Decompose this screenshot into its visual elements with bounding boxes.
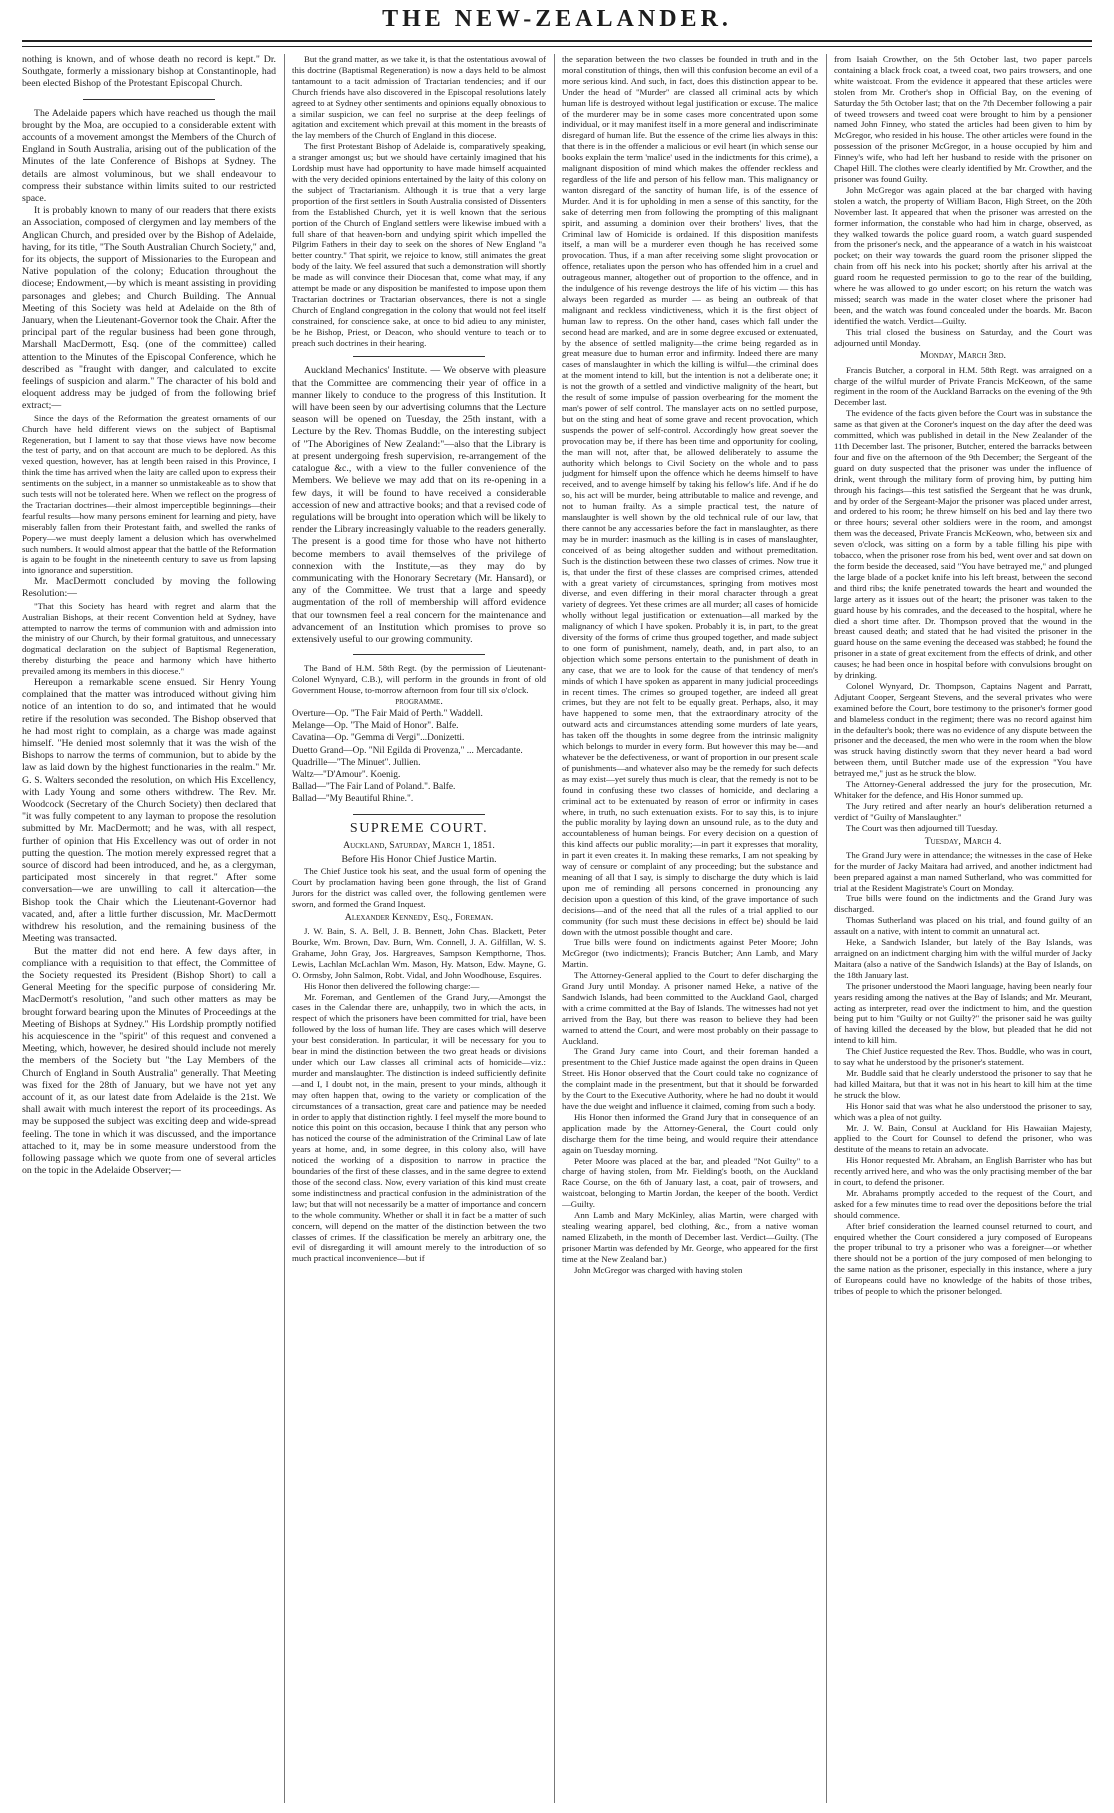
paragraph: Mr. MacDermott concluded by moving the following Resolution:— <box>22 576 276 600</box>
paragraph: John McGregor was again placed at the bar charged with having stolen a watch, the property of William Bacon, High Street, on the 20th November last. It appeared that when the prisoner was arrested on the former information, the constable who had him in charge, observed, as they walked towards the police guard room, a watch guard suspended from the prisoner's neck, and the appearance of a watch in his waistcoat pocket; on their way towards the guard room the prisoner slipped the chain from off his neck into his pocket; shortly after his arrival at the guard room he requested permission to go to the rear of the building, where he was allowed to go under escort; on his return the watch was missed; search was made in the water closet where the prisoner had been, and the watch was found concealed under the boards. Mr. Bacon identified the watch. Verdict—Guilty. <box>834 184 1092 326</box>
separator <box>353 654 485 655</box>
observer-quote: The first Protestant Bishop of Adelaide is, comparatively speaking, a stranger amongst us; but we should have certainly imagined that his Lordship must have had opportunity to have made himself acquainted with the very decided opinions entertained by the laity of this colony on the subject of Tractarianism. Although it is true that a very large proportion of the first settlers in South Australia consisted of Dissenters from the Established Church, yet it is well known that the serious portion of the Church of England settlers were likewise imbued with a full share of that heaven-born and undying spirit which impelled the Pilgrim Fathers in their day to seek on the shores of New England "a better country." That spirit, we rejoice to know, still animates the great body of the laity. We feel assured that such a demonstration will shortly be made as will convince their Diocesan that, come what may, if any attempt be made or any disposition be manifested to impose upon them Tractarian doctrines or Tractarian observances, there is not a single Church of England congregation in the colony that would not feel itself constrained, for conscience sake, at once to bid adieu to any minister, be he Bishop, Priest, or Deacon, who should venture to teach or to preach such doctrines in their hearing. <box>292 141 546 348</box>
programme-item: Waltz—"D'Amour". Koenig. <box>292 770 401 781</box>
paragraph: True bills were found on the indictments and the Grand Jury was discharged. <box>834 893 1092 915</box>
paragraph: The Court was then adjourned till Tuesday. <box>846 822 998 833</box>
column-divider <box>826 54 827 1803</box>
masthead-rule-top <box>22 40 1092 42</box>
paragraph: His Honor said that was what he also understood the prisoner to say, which was a plea of not guilty. <box>834 1100 1092 1122</box>
paragraph: Mr. J. W. Bain, Consul at Auckland for His Hawaiian Majesty, applied to the Court for Counsel to defend the prisoner, who was destitute of the means to retain an advocate. <box>834 1122 1092 1155</box>
separator <box>353 356 485 357</box>
paragraph: Hereupon a remarkable scene ensued. Sir Henry Young complained that the matter was introduced without giving him notice of an intention to do so, and intimated that he would retire if the resolution was seconded. The Bishop observed that he had most right to complain, as a charge was made against himself. "He denied most solemnly that it was the wish of the Bishops to narrow the terms of communion, but to abide by the law as laid down by the highest functionaries in the realm." Mr. G. S. Walters seconded the resolution, on which His Excellency, with Lady Young and some others withdrew. The Rev. Mr. Woodcock (Secretary of the Church Society) then declared that "it was fully competent to any layman to propose the resolution submitted by Mr. MacDermott; and he was, with all respect, further of opinion that His Excellency was out of order in not putting the question. The motion merely expressed regret that a source of discord had been introduced, and he, as a clergyman, participated most sincerely in that regret." After some conversation—we are unwilling to call it altercation—the Bishop took the Chair which the Lieutenant-Governor had vacated, and, after a little further discussion, Mr. MacDermott withdrew his resolution, and the remaining business of the Meeting was transacted. <box>22 677 276 945</box>
resolution-quote: "That this Society has heard with regret and alarm that the Australian Bishops, at their recent Convention held at Sydney, have attempted to narrow the terms of communion with and admission into the ministry of our Church, by their formal gratuitous, and unnecessary dogmatical declaration on the subject of Baptismal Regeneration, thereby disturbing the peace and harmony which have hitherto prevailed among its members in this diocese." <box>22 600 276 677</box>
programme-item: Melange—Op. "The Maid of Honor". Balfe. <box>292 721 459 732</box>
paragraph: Peter Moore was placed at the bar, and pleaded "Not Guilty" to a charge of having stolen, from Mr. Fielding's booth, on the Auckland Race Course, on the 6th of January last, a coat, pair of trowsers, and waistcoat, belonging to Martin Jordan, the keeper of the booth. Verdict—Guilty. <box>562 1155 818 1210</box>
jurors-list: J. W. Bain, S. A. Bell, J. B. Bennett, John Chas. Blackett, Peter Bourke, Wm. Brown, Dav. Burn, Wm. Connell, J. A. Gilfillan, W. S. Grahame, John Gray, Jos. Hargreaves, Sampson Kempthorne, Thos. Lewis, Lachlan McLachlan Wm. Mason, Hy. Matson, Edw. Mayne, G. O. Ormsby, John Salmon, Robt. Vidal, and John Woodhouse, Esquires. <box>292 926 546 980</box>
paragraph: from Isaiah Crowther, on the 5th October last, two paper parcels containing a black frock coat, a tweed coat, two pairs trowsers, and one white waistcoat. From the evidence it appeared that these articles were stolen from Mr. Crother's shop in Official Bay, on the evening of Saturday the 5th October last; that on the 7th December following a pair of tweed trowsers and tweed coat were brought to him by a pensioner named John Finney, who stated the articles had been given to him by McGregor, who resided in his house. The other articles were found in the possession of the prisoner McGregor, in a house occupied by him and Finney's wife, who had left her husband to reside with the prisoner on Chapel Hill. The clothes were clearly identified by Mr. Crowther, and the prisoner was found Guilty. <box>834 54 1092 184</box>
paragraph: But the matter did not end here. A few days after, in compliance with a requisition to that effect, the Committee of the Society requested its President (Bishop Short) to call a General Meeting for the specific purpose of considering Mr. MacDermott's resolution, "and such other matters as may be brought forward bearing upon the Minutes of Proceedings at the Meeting of Bishops at Sydney." His Lordship promptly notified his acquiescence in the "spirit" of this request and convened a Meeting, which, however, he desired should include not merely the members of the Society but "the Lay Members of the Church of England in South Australia" generally. That Meeting was fixed for the 28th of January, but we have not yet any account of it, as our latest date from Adelaide is the 21st. We shall await with much interest the report of its proceedings. As may be supposed the subject was exciting deep and wide-spread feeling. The tone in which it was discussed, and the importance attached to it, may be in some measure understood from the following passage which we quote from one of several articles on the topic in the Adelaide Observer;— <box>22 945 276 1177</box>
paragraph: The Chief Justice requested the Rev. Thos. Buddle, who was in court, to say what he understood by the prisoner's statement. <box>834 1046 1092 1068</box>
column-4 <box>834 54 1092 1805</box>
paragraph: Mr. Buddle said that he clearly understood the prisoner to say that he had killed Maitara, but that it was not in his heart to kill him at the time he struck the blow. <box>834 1067 1092 1100</box>
paragraph: Heke, a Sandwich Islander, but lately of the Bay Islands, was arraigned on an indictment charging him with the wilful murder of Jacky Maitara (also a native of the Sandwich Islands) at the Bay of Islands, on the 18th January last. <box>834 937 1092 980</box>
paragraph: Thomas Sutherland was placed on his trial, and found guilty of an assault on a native, with intent to commit an unnatural act. <box>834 915 1092 937</box>
paragraph-mechanics-institute: Auckland Mechanics' Institute. — We observe with pleasure that the Committee are commencing their year of office in a manner likely to conduce to the progress of this Institution. It will have been seen by our advertising columns that the Lecture season will be opened on Tuesday, the 25th instant, with a Lecture by the Rev. Thomas Buddle, on the interesting subject of "The Aborigines of New Zealand:"—also that the Library is at present undergoing fresh supervision, re-arrangement of the catalogue &c., with a view to the fuller convenience of the Members. We believe we may add that on its re-opening in a few days, it will be found to have received a considerable accession of new and attractive books; and that a revised code of regulations will be brought into operation which will be likely to render the Library increasingly valuable to the readers generally. The present is a good time for those who have not hitherto become members to avail themselves of the privilege of connexion with the Institute,—as they may do by communicating with the Honorary Secretary (Mr. Hansard), or any of the Committee. We trust that a large and speedy augmentation of the roll of membership will afford evidence that our townsmen feel a real concern for the maintenance and advancement of an Institution which promises to prove so extensively useful to our growing community. <box>292 365 546 645</box>
paragraph: His Honor then informed the Grand Jury that in consequence of an application made by the Attorney-General, the Court could only discharge them for the time being, and would require their attendance again on Tuesday morning. <box>562 1111 818 1155</box>
paragraph: Colonel Wynyard, Dr. Thompson, Captains Nagent and Parratt, Adjutant Cooper, Sergeant Stevens, and the several privates who were examined before the Court, bore testimony to the prisoner's former good and blameless conduct in the regiment; there was no record against him in the defaulter's book; there was no evidence of any dispute between the prisoner and the deceased, the men who were in the room when the blow was struck having distinctly sworn that they never heard a bad word between them, until Butcher made use of the expression "You have betrayed me," just as he struck the blow. <box>834 680 1092 779</box>
programme-item: Ballad—"The Fair Land of Poland.". Balfe. <box>292 782 456 793</box>
masthead: THE NEW-ZEALANDER. <box>382 6 732 32</box>
charge-text: Mr. Foreman, and Gentlemen of the Grand Jury,—Amongst the cases in the Calendar there are, unhappily, two in which the acts, in respect of which the prisoners have been committed for trial, have been followed by the loss of human life. They are cases which will deserve your best consideration. In particular, it will be necessary for you to bear in mind the distinction between the two great heads or divisions under which our Law classes all criminal acts of homicide—viz.: murder and manslaughter. The distinction is indeed sufficiently definite—and I, I doubt not, in the main, present to your minds, although it may often happen that, owing to the variety or complication of the circumstances of a transaction, great care and patience may be needed in order to apply that distinction rightly. I feel myself the more bound to notice this point on this occasion, because I think that any person who has noticed the course of the administration of the Criminal Law of late years at home, and, in some degree, in this colony also, will have noticed the working of a disposition to narrow in practice the boundaries of the first of these classes, and in the same degree to extend those of the second class. Now, every variation of this kind must create some indistinctness and practical confusion in the administration of the law; but that will not necessarily be a matter of importance and concern to the whole community. Whether or shall it in fact be a matter of such concern, will depend on the matter of the distinction between the two classes of crimes. If the classification be merely an arbitrary one, the evil of disregarding it will amount merely to the introduction of so much practical inconvenience—but if <box>292 991 546 1264</box>
paragraph: The Attorney-General applied to the Court to defer discharging the Grand Jury until Monday. A prisoner named Heke, a native of the Sandwich Islands, had been committed to the Auckland Gaol, charged with a crime committed at the Bay of Islands. The witnesses had not yet arrived from the Bay, but there was reason to believe they had been warned to attend the Court, and were most probably on their passage to Auckland. <box>562 970 818 1046</box>
paragraph: Francis Butcher, a corporal in H.M. 58th Regt. was arraigned on a charge of the wilful murder of Private Francis McKeown, of the same regiment in the room of the Auckland Barracks on the evening of the 9th December last. <box>834 364 1092 408</box>
programme-list <box>292 708 546 806</box>
paragraph: True bills were found on indictments against Peter Moore; John McGregor (two indictments); Francis Butcher; Ann Lamb, and Mary Martin. <box>562 937 818 970</box>
paragraph: John McGregor was charged with having stolen <box>574 1264 743 1275</box>
column-divider <box>554 54 555 1803</box>
column-3 <box>562 54 818 1805</box>
column-divider <box>284 54 285 1803</box>
paragraph: nothing is known, and of whose death no record is kept." Dr. Southgate, formerly a missionary bishop at Constantinople, had been elected Bishop of the Protestant Episcopal Church. <box>22 54 276 90</box>
paragraph: The Grand Jury came into Court, and their foreman handed a presentment to the Chief Justice made against the open drains in Queen Street. His Honor observed that the Court could take no cognizance of the complaint made in the presentment, but that it should be forwarded by the Court to the Executive Authority, where he had no doubt it would have the due weight and influence it claimed, coming from such a body. <box>562 1046 818 1111</box>
programme-heading: programme. <box>395 695 443 707</box>
court-before: Before His Honor Chief Justice Martin. <box>341 854 497 866</box>
foreman: Alexander Kennedy, Esq., Foreman. <box>344 911 494 923</box>
paragraph: The Grand Jury were in attendance; the witnesses in the case of Heke for the murder of Jacky Maitara had arrived, and another indictment had been prepared against a man named Sutherland, who was committed for trial at the Resident Magistrate's Court on Monday. <box>834 849 1092 893</box>
day-heading: Monday, March 3rd. <box>920 350 1006 362</box>
programme-item: Overture—Op. "The Fair Maid of Perth." Waddell. <box>292 709 483 720</box>
charge-text: the separation between the two classes be founded in truth and in the moral constitution of things, then will this confusion become an evil of a more serious kind. And such, in fact, does this distinction appear to be. Under the head of "Murder" are classed all criminal acts by which human life is destroyed without legal justification or excuse. The malice of the murderer may be in some cases more concentrated upon some individual, or it may manifest itself in a more general and indiscriminate disregard of human life. But the essence of the crime lies always in this: that there is in the offender a malicious or evil heart (in which sense our books explain the term 'malice' used in the indictments for this crime), a malignant disposition of mind which makes the offender reckless and regardless of the life and person of his fellow man. This malignancy or wanton disregard of the sanctity of human life, is of the essence of Murder. And it is for upholding in men a sense of this sanctity, for the sake of deterring men from following the prompting of this malignant spirit, and assuming a dominion over their brothers' lives, that the Criminal law of Homicide is ordained. If this disposition manifests itself, a man will be a murderer even though he has received some provocation. Thus, if a man after receiving some slight provocation or offence, retaliates upon the person who has offended him in a cruel and outrageous manner, altogether out of proportion to the offence, and in the indulgence of his revenge destroys the life of his victim — this has always been regarded as murder — as being an outbreak of that malignant and reckless vindictiveness, which it is the first object of human law to repress. On the other hand, cases which fall under the second head are marked, and are in some degree excused or extenuated, by the absence of settled malignity—the crime being regarded as in great measure due to human error and infirmity. Indeed there are many cases of manslaughter in which the killing is wilful—the criminal does at the moment intend to kill, but the intention is not a deliberate one; it is not the growth of a settled and vindictive malignity of the heart, but the result of some impulse of passion overbearing for the moment the man's power of self control. The manslayer acts on no settled purpose, but on the sting and heat of some grave and recent provocation, which suspends the power of self-control. Accordingly how great soever the provocation may be, if there has been time and opportunity for cooling, the man will not, after that, be allowed deliberately to assume the authority which belongs to Civil Society on the whole and to pass judgment for himself upon the offence which he deems himself to have received, and to avenge himself by taking his fellow's life. And if he do so, his act will be murder, being attributable to malice and revenge, and not to human frailty. As a simple practical test, the nature of manslaughter is well shown by the old technical rule of our law, that there cannot be any accessaries before the fact in manslaughter, as there may be in murder: inasmuch as the killing is in cases of manslaughter, conceived of as being altogether sudden and without premeditation. Such is the distinction between these two classes of crimes. Now true it is, that under the first of these classes are comprised crimes, attended with a great variety of circumstances, springing from motives most diverse, and even differing in their moral character through a great variety of degrees. Yet these crimes are all murder; all cases of homicide wholly without legal justification or extenuation—all marked by the malignancy of which I have spoken. Probably it is, in part, to the great diversity of the forms of crime thus grouped together, and made subject to one form of punishment, namely, death, and, in part also, to an objection which some persons entertain to the punishment of death in any case, that we are to look for the cause of that tendency of men's minds of which I have spoken as apparent in many judicial proceedings in recent times. The crimes so grouped together, are indeed all great crimes, but they are not felt to be equally great. Perhaps, also, it may have happened to some men, that the extraordinary atrocity of the outward acts and circumstances attending some murders of late years, has taken off the thoughts in some degree from the intrinsic malignity which belongs to murder in every form. But however this may be—and whatever be the defectiveness, or want of proportion in our present scale of punishments—and whatever also may be the remedy for such defects as may exist—yet surely thus much is clear, that the remedy is not to be found in confusing these two classes of homicide, and declaring a criminal act to be extenuated by reason of error or infirmity in cases where, in truth, no such extenuation exists. For to say this, is to injure the public morality by laying down an unsound rule, as to the duty and accountableness of human beings. For every decision on a question of this kind affects our public morality;—in part it expresses that morality, in part it even creates it. In making these remarks, I am not speaking by way of censure or complaint of any proceeding; but the substance and meaning of all that I say, is simply to discharge the duty which is laid upon me of reminding all persons concerned in pronouncing any decision upon a question of this kind, of the grave importance of such decisions—and of the need that all the rules of a trial applied to our community (for such must these decisions in effect be) should be laid down with the utmost possible thought and care. <box>562 54 818 937</box>
band-notice: The Band of H.M. 58th Regt. (by the permission of Lieutenant-Colonel Wynyard, C.B.), will perform in the grounds in front of old Government House, to-morrow afternoon from four till six o'clock. <box>292 663 546 695</box>
day-heading: Tuesday, March 4. <box>924 835 1002 847</box>
paragraph: The Chief Justice took his seat, and the usual form of opening the Court by proclamation having been gone through, the list of Grand Jurors for the district was called over, the following gentlemen were sworn, and formed the Grand Inquest. <box>292 866 546 910</box>
paragraph: Mr. Abrahams promptly acceded to the request of the Court, and asked for a few minutes time to read over the depositions before the trial should commence. <box>834 1187 1092 1220</box>
observer-quote: But the grand matter, as we take it, is that the ostentatious avowal of this doctrine (Baptismal Regeneration) is now a days held to be almost tantamount to a tacit admission of Tractarian tendencies; and if our Church friends have also discovered in the Episcopal resolutions lately agreed to at Sydney other sentiments and opinions equally obnoxious to a similar suspicion, we can feel no surprise at the deep feelings of agitation and excitement which prevail at this moment in the breasts of the lay members of the Church of England in this diocese. <box>292 54 546 141</box>
paragraph: His Honor requested Mr. Abraham, an English Barrister who has but recently arrived here, and who was the only practising member of the bar in court, to defend the prisoner. <box>834 1155 1092 1188</box>
paragraph-adelaide: The Adelaide papers which have reached us though the mail brought by the Moa, are occupied to a considerable extent with accounts of a movement amongst the Members of the Church of England in South Australia, arising out of the publication of the Minutes of the late Conference of Bishops at Sydney. The details are almost voluminous, but we shall endeavour to compress their substance within limits suited to our restricted space. <box>22 107 276 205</box>
paragraph: This trial closed the business on Saturday, and the Court was adjourned until Monday. <box>834 326 1092 348</box>
programme-item: Cavatina—Op. "Gemma di Vergi"...Donizetti. <box>292 733 465 744</box>
paragraph: The evidence of the facts given before the Court was in substance the same as that given at the Coroner's inquest on the day after the deed was committed, which was published in detail in the New Zealander of the 11th December last. The prisoner, Butcher, entered the barracks between four and five on the afternoon of the 9th December; the Sergeant of the guard on duty suspected that the prisoner was under the influence of drink, went through the military form of proving him, by putting him through his facings—this test satisfied the Sergeant that he was drunk, and by order of the Sergeant-Major the prisoner was placed under arrest, and ordered to his room; he threw himself on his bed and lay there two or three hours; several other soldiers were in the room, and amongst them was the deceased, Private Francis McKeown, who, between six and seven o'clock, was sitting on a form by a table filling his pipe with tobacco, when the prisoner rose from his bed, went over and sat down on the form beside the deceased, said "You have betrayed me," and plunged the large blade of a pocket knife into his left breast, between the second and third ribs; the knife penetrated towards the heart and wounded the large artery as it issues out of the heart; the prisoner was taken to the guard house by his comrades, and the deceased to the hospital, where he died a short time after. Dr. Thompson proved that the wound in the breast caused death; and stated that he had visited the prisoner in the guard house on the same evening the deceased was stabbed; he found the prisoner in a state of great excitement from the effects of drink, and other causes; he had been once in hospital before with convulsions brought on by drinking. <box>834 408 1092 681</box>
separator <box>353 814 485 815</box>
court-date: Auckland, Saturday, March 1, 1851. <box>343 839 495 851</box>
separator <box>83 99 215 100</box>
programme-item: Ballad—"My Beautiful Rhine.". <box>292 794 414 805</box>
paragraph: Ann Lamb and Mary McKinley, alias Martin, were charged with stealing wearing apparel, bed clothing, &c., from a native woman named Elizabeth, in the month of December last. Verdict—Guilty. (The prisoner Martin was defended by Mr. George, who appeared for the first time at the New Zealand bar.) <box>562 1210 818 1264</box>
masthead-rule-bottom <box>22 46 1092 47</box>
paragraph: The Attorney-General addressed the jury for the prosecution, Mr. Whitaker for the defence, and His Honor summed up. <box>834 779 1092 801</box>
programme-item: Duetto Grand—Op. "Nil Egilda di Provenza," ... Mercadante. <box>292 745 523 756</box>
paragraph: It is probably known to many of our readers that there exists an Association, composed of clergymen and lay members of the Anglican Church, and presided over by the Bishop of Adelaide, having, for its title, "The South Australian Church Society," and, for its objects, the support of Missionaries to the European and Native population of the colony; Education throughout the diocese; Endowment,—by which is meant assisting in providing parsonages and glebes; and Church Building. The Annual Meeting of this Society was held at Adelaide on the 8th of January, when the Lieutenant-Governor took the Chair. After the principal part of the regular business had been gone through, Marshall MacDermott, Esq. (one of the committee) called attention to the Minutes of the Episcopal Conference, which he described as "fraught with danger, and calculated to excite feelings of suspicion and alarm." The character of his bold and eloquent address may be judged of from the following brief extract;— <box>22 205 276 412</box>
extract-quote: Since the days of the Reformation the greatest ornaments of our Church have held different views on the subject of Baptismal Regeneration, but I lament to say that those views have now become the test of party, and on that account are much to be deplored. As this vexed question, however, has at length been raised in this Province, I think the time has arrived when the laity are called upon to express their sentiments on the subject, in a manner so unmistakeable as to show that such tests will not be tolerated here. When we reflect on the progress of the Tractarian doctrines—their almost imperceptible beginnings—their fearful results—how many persons eminent for learning and piety, have miserably fallen from their Protestant faith, and swelled the ranks of Popery—we must deeply lament a delusion which has overwhelmed such numbers. It would almost appear that the battle of the Reformation is again to be fought in the nineteenth century to save us from lapsing into ignorance and superstition. <box>22 412 276 576</box>
paragraph: The prisoner understood the Maori language, having been nearly four years residing among the natives at the Bay of Islands; and Mr. Meurant, acting as interpreter, read over the indictment to him, and the question being put to him "Guilty or not Guilty?" the prisoner said he was guilty of having killed the deceased by the blow, but pleaded that he did not intend to kill him. <box>834 980 1092 1046</box>
column-1 <box>22 54 276 1805</box>
column-2 <box>292 54 546 1805</box>
paragraph: His Honor then delivered the following charge:— <box>304 980 480 991</box>
programme-item: Quadrille—"The Minuet". Jullien. <box>292 757 421 768</box>
paragraph: After brief consideration the learned counsel returned to court, and enquired whether the Court considered a jury composed of Europeans the proper tribunal to try a prisoner who was a foreigner—or whether there should not be a portion of the jury composed of men belonging to the same nation as the prisoner, especially in this instance, where a jury of Europeans could have no knowledge of the habits of those tribes, tribes of people to which the prisoner belonged. <box>834 1220 1092 1297</box>
paragraph: The Jury retired and after nearly an hour's deliberation returned a verdict of "Guilty of Manslaughter." <box>834 800 1092 822</box>
section-heading: SUPREME COURT. <box>349 820 489 836</box>
